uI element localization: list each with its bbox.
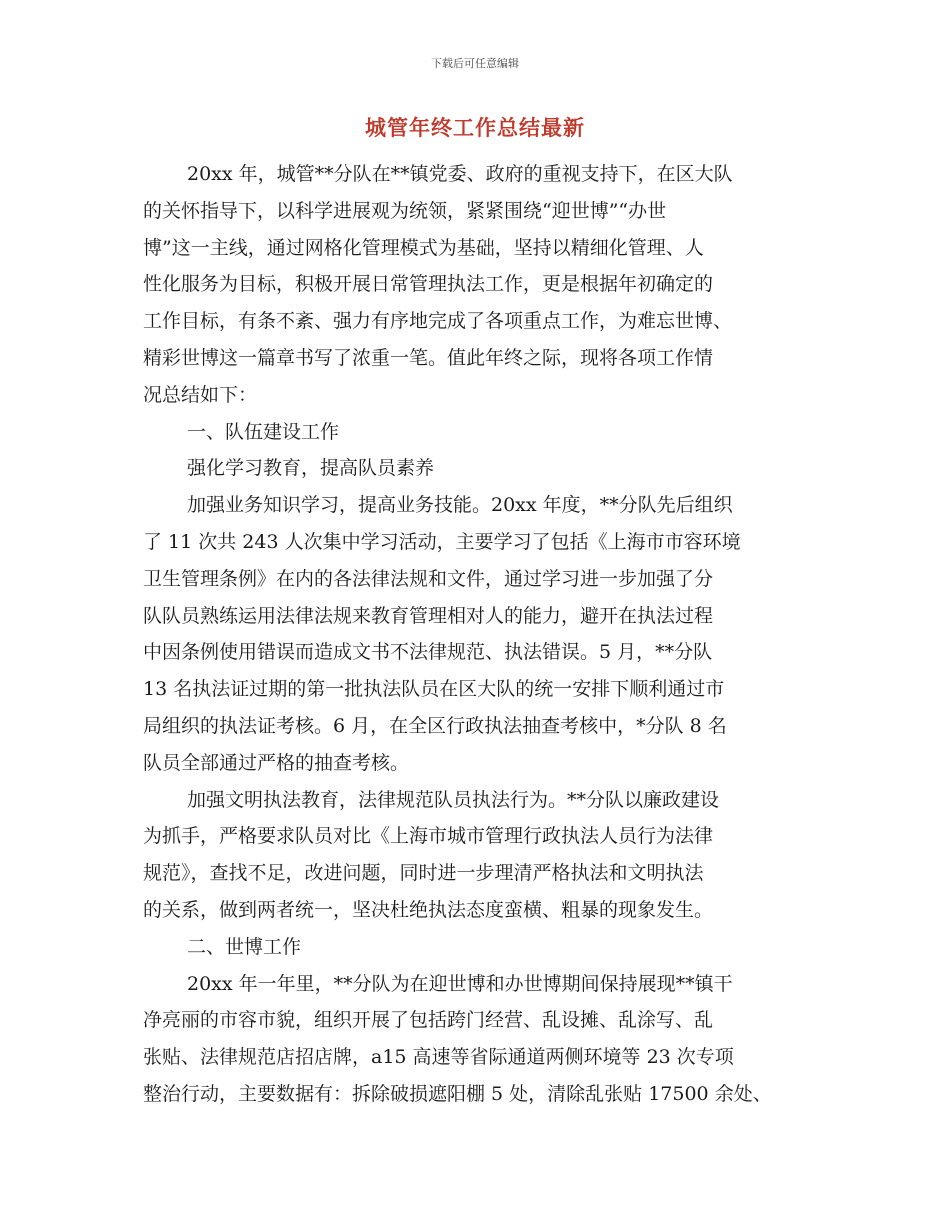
paragraph-line: 队队员熟练运用法律法规来教育管理相对人的能力，避开在执法过程 (143, 604, 714, 627)
paragraph-line: 净亮丽的市容市貌，组织开展了包括跨门经营、乱设摊、乱涂写、乱 (143, 1009, 714, 1032)
paragraph-line: 性化服务为目标，积极开展日常管理执法工作，更是根据年初确定的 (143, 273, 714, 296)
subsection-heading: 强化学习教育，提高队员素养 (187, 457, 435, 480)
paragraph-line: 局组织的执法证考核。6 月，在全区行政执法抽查考核中，*分队 8 名 (143, 714, 727, 737)
paragraph-line: 队员全部通过严格的抽查考核。 (143, 751, 410, 774)
paragraph-line: 为抓手，严格要求队员对比《上海市城市管理行政执法人员行为法律 (143, 825, 714, 848)
section-heading: 一、队伍建设工作 (187, 420, 340, 443)
section-heading: 二、世博工作 (187, 935, 302, 958)
paragraph-line: 况总结如下： (143, 383, 258, 406)
paragraph-line: 的关怀指导下，以科学进展观为统领，紧紧围绕“迎世博”“办世 (143, 199, 667, 222)
paragraph-line: 精彩世博这一篇章书写了浓重一笔。值此年终之际，现将各项工作情 (143, 346, 714, 369)
paragraph-line: 卫生管理条例》在内的各法律法规和文件，通过学习进一步加强了分 (143, 567, 714, 590)
paragraph-line: 工作目标，有条不紊、强力有序地完成了各项重点工作，为难忘世博、 (143, 310, 733, 333)
paragraph-line: 了 11 次共 243 人次集中学习活动，主要学习了包括《上海市市容环境 (143, 530, 741, 553)
page-header-note: 下载后可任意编辑 (431, 57, 519, 70)
paragraph-line: 加强文明执法教育，法律规范队员执法行为。**分队以廉政建设 (187, 788, 720, 811)
paragraph-line: 张贴、法律规范店招店牌，a15 高速等省际通道两侧环境等 23 次专项 (143, 1046, 734, 1069)
document-body (143, 156, 823, 1113)
paragraph-line: 的关系，做到两者统一，坚决杜绝执法态度蛮横、粗暴的现象发生。 (143, 898, 714, 921)
paragraph-line: 规范》，查找不足，改进问题，同时进一步理清严格执法和文明执法 (143, 862, 704, 885)
paragraph-line: 整治行动，主要数据有：拆除破损遮阳棚 5 处，清除乱张贴 17500 余处、 (143, 1082, 772, 1105)
paragraph-line: 中因条例使用错误而造成文书不法律规范、执法错误。5 月，**分队 (143, 641, 713, 664)
paragraph-line: 博”这一主线，通过网格化管理模式为基础，坚持以精细化管理、人 (143, 236, 704, 259)
paragraph-line: 加强业务知识学习，提高业务技能。20xx 年度，**分队先后组织 (187, 494, 733, 517)
document-title: 城管年终工作总结最新 (365, 115, 585, 140)
paragraph-line: 20xx 年，城管**分队在**镇党委、政府的重视支持下，在区大队 (187, 163, 733, 185)
paragraph-line: 20xx 年一年里，**分队为在迎世博和办世博期间保持展现**镇干 (187, 972, 733, 995)
paragraph-line: 13 名执法证过期的第一批执法队员在区大队的统一安排下顺利通过市 (143, 678, 725, 701)
